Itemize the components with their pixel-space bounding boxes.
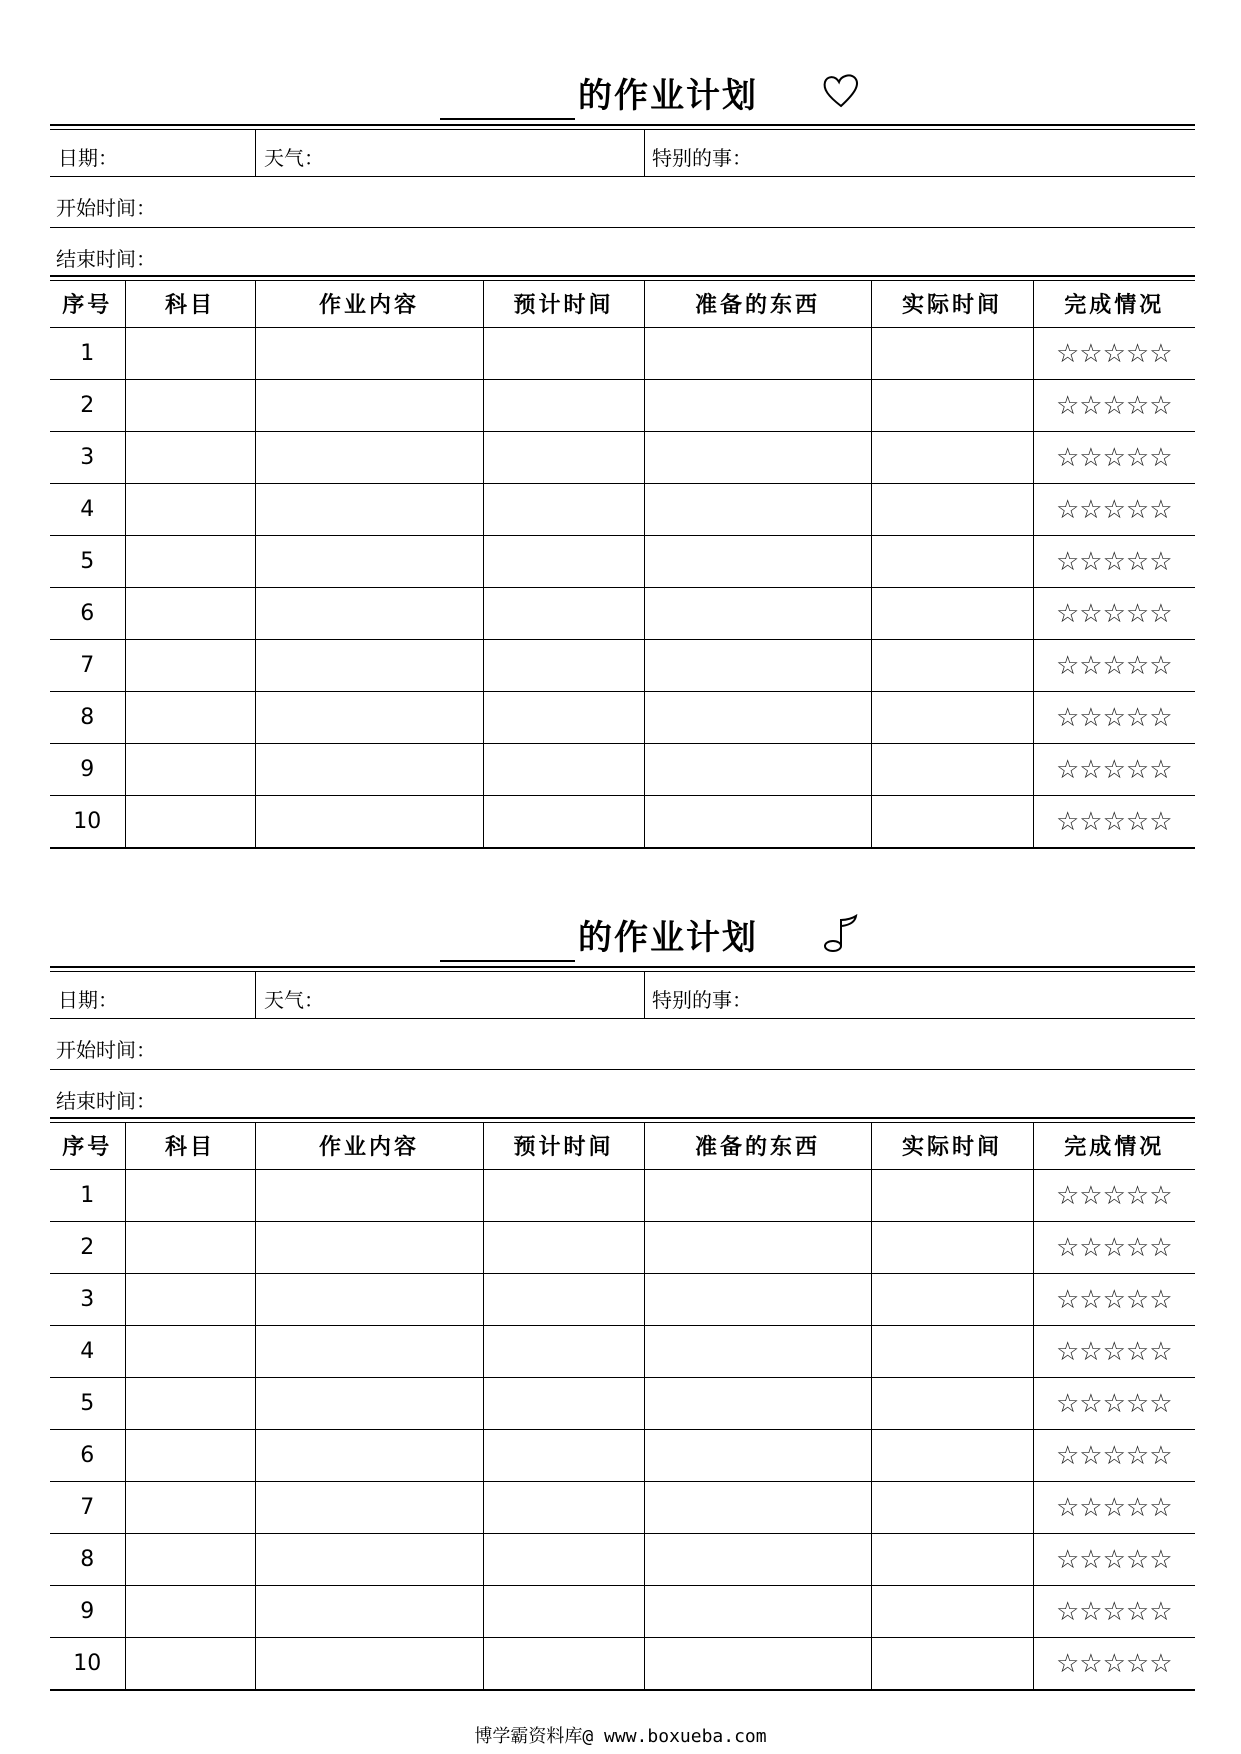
- estimated-time-cell[interactable]: [483, 1430, 644, 1482]
- estimated-time-cell[interactable]: [483, 640, 644, 692]
- content-cell[interactable]: [255, 432, 483, 484]
- actual-time-cell[interactable]: [871, 380, 1033, 432]
- plan-title: 的作业计划: [578, 918, 758, 958]
- star-rating[interactable]: ☆☆☆☆☆: [1033, 1378, 1195, 1430]
- subject-cell[interactable]: [125, 1326, 255, 1378]
- materials-cell[interactable]: [644, 1430, 871, 1482]
- materials-cell[interactable]: [644, 1326, 871, 1378]
- star-rating[interactable]: ☆☆☆☆☆: [1033, 328, 1195, 380]
- end-time-label: 结束时间：: [56, 1089, 156, 1113]
- actual-time-cell[interactable]: [871, 640, 1033, 692]
- content-cell[interactable]: [255, 1274, 483, 1326]
- materials-cell[interactable]: [644, 588, 871, 640]
- estimated-time-cell[interactable]: [483, 1482, 644, 1534]
- row-number: 5: [50, 1378, 125, 1430]
- actual-time-cell[interactable]: [871, 1222, 1033, 1274]
- materials-cell[interactable]: [644, 1638, 871, 1691]
- row-number: 7: [50, 1482, 125, 1534]
- estimated-time-cell[interactable]: [483, 1222, 644, 1274]
- table-row: [50, 1482, 1195, 1534]
- actual-time-cell[interactable]: [871, 484, 1033, 536]
- actual-time-cell[interactable]: [871, 796, 1033, 849]
- actual-time-cell[interactable]: [871, 1170, 1033, 1222]
- estimated-time-cell[interactable]: [483, 1170, 644, 1222]
- star-rating[interactable]: ☆☆☆☆☆: [1033, 1638, 1195, 1691]
- estimated-time-cell[interactable]: [483, 1274, 644, 1326]
- table-row: [50, 1534, 1195, 1586]
- materials-cell[interactable]: [644, 640, 871, 692]
- table-header-row: [50, 280, 1195, 328]
- plan-title-row: [50, 904, 1195, 964]
- row-number: 2: [50, 380, 125, 432]
- col-header-completion: 完成情况: [1033, 280, 1195, 328]
- content-cell[interactable]: [255, 536, 483, 588]
- content-cell[interactable]: [255, 328, 483, 380]
- star-rating[interactable]: ☆☆☆☆☆: [1033, 1274, 1195, 1326]
- end-time-label: 结束时间：: [56, 247, 156, 271]
- date-label: 日期：: [58, 988, 118, 1012]
- table-row: [50, 1222, 1195, 1274]
- col-header-content: 作业内容: [255, 280, 483, 328]
- start-time-label: 开始时间：: [56, 196, 156, 220]
- name-blank-line[interactable]: [440, 960, 575, 962]
- actual-time-cell[interactable]: [871, 692, 1033, 744]
- homework-table: [50, 1122, 1195, 1691]
- table-row: [50, 536, 1195, 588]
- content-cell[interactable]: [255, 692, 483, 744]
- table-row: [50, 380, 1195, 432]
- col-header-subject: 科目: [125, 280, 255, 328]
- row-number: 3: [50, 1274, 125, 1326]
- materials-cell[interactable]: [644, 692, 871, 744]
- actual-time-cell[interactable]: [871, 1534, 1033, 1586]
- subject-cell[interactable]: [125, 1170, 255, 1222]
- materials-cell[interactable]: [644, 484, 871, 536]
- col-header-subject: 科目: [125, 1122, 255, 1170]
- footer-watermark: 博学霸资料库@ www.boxueba.com: [474, 1726, 767, 1747]
- table-row: [50, 1326, 1195, 1378]
- estimated-time-cell[interactable]: [483, 1638, 644, 1691]
- row-number: 2: [50, 1222, 125, 1274]
- date-label: 日期：: [58, 146, 118, 170]
- row-number: 9: [50, 1586, 125, 1638]
- subject-cell[interactable]: [125, 640, 255, 692]
- content-cell[interactable]: [255, 1482, 483, 1534]
- estimated-time-cell[interactable]: [483, 328, 644, 380]
- table-row: [50, 1378, 1195, 1430]
- subject-cell[interactable]: [125, 1534, 255, 1586]
- actual-time-cell[interactable]: [871, 1378, 1033, 1430]
- table-row: [50, 588, 1195, 640]
- star-rating[interactable]: ☆☆☆☆☆: [1033, 1170, 1195, 1222]
- actual-time-cell[interactable]: [871, 744, 1033, 796]
- col-header-number: 序号: [50, 1122, 125, 1170]
- table-row: [50, 796, 1195, 849]
- estimated-time-cell[interactable]: [483, 692, 644, 744]
- materials-cell[interactable]: [644, 328, 871, 380]
- subject-cell[interactable]: [125, 1430, 255, 1482]
- row-number: 10: [50, 796, 125, 849]
- actual-time-cell[interactable]: [871, 1482, 1033, 1534]
- row-number: 4: [50, 1326, 125, 1378]
- materials-cell[interactable]: [644, 1586, 871, 1638]
- subject-cell[interactable]: [125, 1482, 255, 1534]
- table-row: [50, 1430, 1195, 1482]
- homework-table: [50, 280, 1195, 849]
- table-header-row: [50, 1122, 1195, 1170]
- col-header-materials: 准备的东西: [644, 280, 871, 328]
- plan-title: 的作业计划: [578, 76, 758, 116]
- estimated-time-cell[interactable]: [483, 484, 644, 536]
- table-row: [50, 1274, 1195, 1326]
- star-rating[interactable]: ☆☆☆☆☆: [1033, 588, 1195, 640]
- special-event-label: 特别的事：: [652, 146, 752, 170]
- subject-cell[interactable]: [125, 744, 255, 796]
- actual-time-cell[interactable]: [871, 588, 1033, 640]
- subject-cell[interactable]: [125, 328, 255, 380]
- star-rating[interactable]: ☆☆☆☆☆: [1033, 640, 1195, 692]
- row-number: 9: [50, 744, 125, 796]
- estimated-time-cell[interactable]: [483, 1378, 644, 1430]
- star-rating[interactable]: ☆☆☆☆☆: [1033, 1482, 1195, 1534]
- content-cell[interactable]: [255, 1430, 483, 1482]
- star-rating[interactable]: ☆☆☆☆☆: [1033, 692, 1195, 744]
- weather-label: 天气：: [264, 146, 324, 170]
- table-row: [50, 1170, 1195, 1222]
- content-cell[interactable]: [255, 1586, 483, 1638]
- content-cell[interactable]: [255, 1326, 483, 1378]
- special-event-label: 特别的事：: [652, 988, 752, 1012]
- row-number: 5: [50, 536, 125, 588]
- row-number: 7: [50, 640, 125, 692]
- table-row: [50, 744, 1195, 796]
- table-row: [50, 328, 1195, 380]
- materials-cell[interactable]: [644, 1274, 871, 1326]
- subject-cell[interactable]: [125, 1378, 255, 1430]
- subject-cell[interactable]: [125, 536, 255, 588]
- row-number: 3: [50, 432, 125, 484]
- actual-time-cell[interactable]: [871, 1638, 1033, 1691]
- star-rating[interactable]: ☆☆☆☆☆: [1033, 484, 1195, 536]
- star-rating[interactable]: ☆☆☆☆☆: [1033, 744, 1195, 796]
- row-number: 6: [50, 1430, 125, 1482]
- table-row: [50, 692, 1195, 744]
- star-rating[interactable]: ☆☆☆☆☆: [1033, 380, 1195, 432]
- actual-time-cell[interactable]: [871, 328, 1033, 380]
- materials-cell[interactable]: [644, 1378, 871, 1430]
- actual-time-cell[interactable]: [871, 536, 1033, 588]
- row-number: 1: [50, 1170, 125, 1222]
- content-cell[interactable]: [255, 1222, 483, 1274]
- content-cell[interactable]: [255, 796, 483, 849]
- table-row: [50, 1586, 1195, 1638]
- actual-time-cell[interactable]: [871, 432, 1033, 484]
- content-cell[interactable]: [255, 1378, 483, 1430]
- col-header-materials: 准备的东西: [644, 1122, 871, 1170]
- content-cell[interactable]: [255, 588, 483, 640]
- materials-cell[interactable]: [644, 1482, 871, 1534]
- subject-cell[interactable]: [125, 796, 255, 849]
- table-row: [50, 484, 1195, 536]
- estimated-time-cell[interactable]: [483, 1586, 644, 1638]
- subject-cell[interactable]: [125, 380, 255, 432]
- content-cell[interactable]: [255, 640, 483, 692]
- subject-cell[interactable]: [125, 1274, 255, 1326]
- materials-cell[interactable]: [644, 796, 871, 849]
- content-cell[interactable]: [255, 380, 483, 432]
- estimated-time-cell[interactable]: [483, 432, 644, 484]
- name-blank-line[interactable]: [440, 118, 575, 120]
- weather-label: 天气：: [264, 988, 324, 1012]
- materials-cell[interactable]: [644, 536, 871, 588]
- heart-icon: [820, 72, 862, 116]
- subject-cell[interactable]: [125, 1586, 255, 1638]
- materials-cell[interactable]: [644, 1170, 871, 1222]
- plan-title-row: [50, 62, 1195, 122]
- subject-cell[interactable]: [125, 432, 255, 484]
- table-row: [50, 640, 1195, 692]
- materials-cell[interactable]: [644, 380, 871, 432]
- actual-time-cell[interactable]: [871, 1274, 1033, 1326]
- table-row: [50, 432, 1195, 484]
- estimated-time-cell[interactable]: [483, 380, 644, 432]
- table-row: [50, 1638, 1195, 1691]
- row-number: 8: [50, 1534, 125, 1586]
- row-number: 4: [50, 484, 125, 536]
- subject-cell[interactable]: [125, 1638, 255, 1691]
- col-header-content: 作业内容: [255, 1122, 483, 1170]
- row-number: 10: [50, 1638, 125, 1691]
- estimated-time-cell[interactable]: [483, 1326, 644, 1378]
- star-rating[interactable]: ☆☆☆☆☆: [1033, 432, 1195, 484]
- materials-cell[interactable]: [644, 1534, 871, 1586]
- col-header-completion: 完成情况: [1033, 1122, 1195, 1170]
- col-header-number: 序号: [50, 280, 125, 328]
- estimated-time-cell[interactable]: [483, 588, 644, 640]
- subject-cell[interactable]: [125, 484, 255, 536]
- content-cell[interactable]: [255, 1170, 483, 1222]
- row-number: 8: [50, 692, 125, 744]
- star-rating[interactable]: ☆☆☆☆☆: [1033, 536, 1195, 588]
- materials-cell[interactable]: [644, 432, 871, 484]
- star-rating[interactable]: ☆☆☆☆☆: [1033, 1586, 1195, 1638]
- subject-cell[interactable]: [125, 1222, 255, 1274]
- star-rating[interactable]: ☆☆☆☆☆: [1033, 1430, 1195, 1482]
- music-note-icon: [822, 914, 862, 960]
- estimated-time-cell[interactable]: [483, 796, 644, 849]
- row-number: 6: [50, 588, 125, 640]
- actual-time-cell[interactable]: [871, 1430, 1033, 1482]
- star-rating[interactable]: ☆☆☆☆☆: [1033, 1326, 1195, 1378]
- materials-cell[interactable]: [644, 744, 871, 796]
- estimated-time-cell[interactable]: [483, 1534, 644, 1586]
- materials-cell[interactable]: [644, 1222, 871, 1274]
- star-rating[interactable]: ☆☆☆☆☆: [1033, 1222, 1195, 1274]
- subject-cell[interactable]: [125, 692, 255, 744]
- content-cell[interactable]: [255, 1534, 483, 1586]
- start-time-label: 开始时间：: [56, 1038, 156, 1062]
- content-cell[interactable]: [255, 744, 483, 796]
- col-header-actual-time: 实际时间: [871, 1122, 1033, 1170]
- subject-cell[interactable]: [125, 588, 255, 640]
- star-rating[interactable]: ☆☆☆☆☆: [1033, 1534, 1195, 1586]
- estimated-time-cell[interactable]: [483, 744, 644, 796]
- star-rating[interactable]: ☆☆☆☆☆: [1033, 796, 1195, 849]
- estimated-time-cell[interactable]: [483, 536, 644, 588]
- content-cell[interactable]: [255, 484, 483, 536]
- row-number: 1: [50, 328, 125, 380]
- col-header-estimated-time: 预计时间: [483, 280, 644, 328]
- col-header-actual-time: 实际时间: [871, 280, 1033, 328]
- col-header-estimated-time: 预计时间: [483, 1122, 644, 1170]
- actual-time-cell[interactable]: [871, 1326, 1033, 1378]
- content-cell[interactable]: [255, 1638, 483, 1691]
- actual-time-cell[interactable]: [871, 1586, 1033, 1638]
